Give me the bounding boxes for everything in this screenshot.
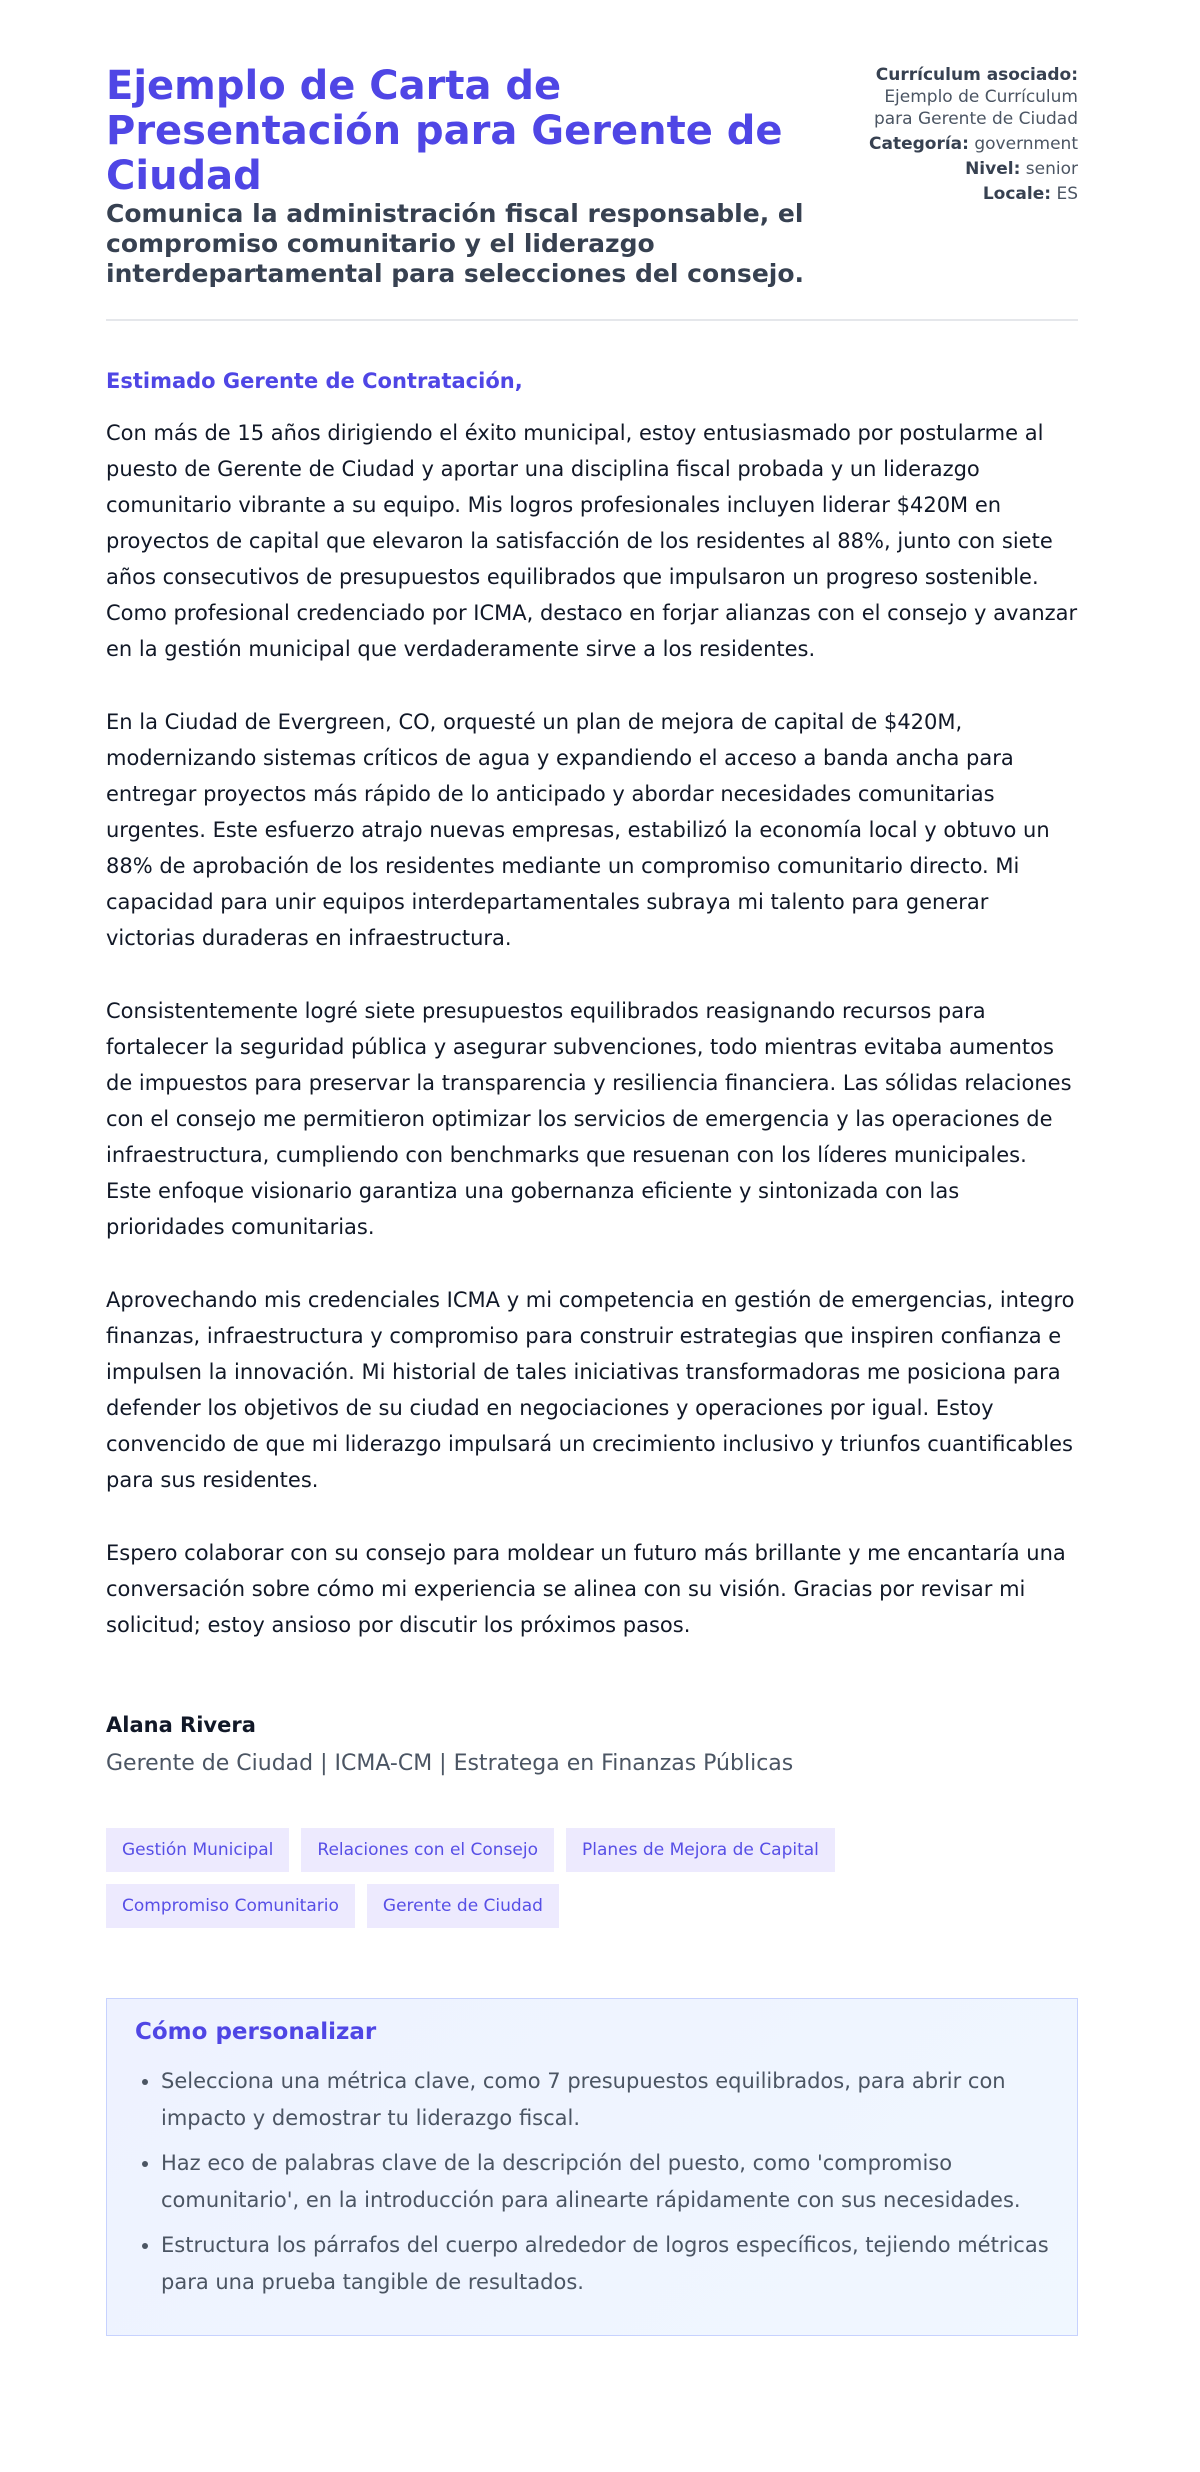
signature xyxy=(106,1713,1078,1776)
tips-title: Cómo personalizar xyxy=(135,2019,377,2045)
tip-item: • Haz eco de palabras clave de la descripción del puesto, como 'compromiso comunitario', en la introducción para alinearte rápidamente con sus necesidades. xyxy=(161,2145,1049,2219)
category-value: government xyxy=(974,134,1078,154)
page-header xyxy=(106,64,1078,289)
tag[interactable]: Gerente de Ciudad xyxy=(367,1884,559,1928)
letter-paragraph: Aprovechando mis credenciales ICMA y mi competencia en gestión de emergencias, integro finanzas, infraestructura y compromiso para construir estrategias que inspiren confianza e impulsen la innovación. Mi historial de tales iniciativas transformadoras me posiciona para defender los objetivos de su ciudad en negociaciones y operaciones por igual. Estoy convencido de que mi liderazgo impulsará un crecimiento inclusivo y triunfos cuantificables para sus residentes. xyxy=(106,1288,1075,1492)
page-title: Ejemplo de Carta de Presentación para Gerente de Ciudad xyxy=(106,63,783,199)
letter-greeting: Estimado Gerente de Contratación, xyxy=(106,369,523,393)
meta-panel xyxy=(858,64,1078,208)
divider xyxy=(106,319,1078,321)
tag-list xyxy=(106,1828,866,1928)
tips-list xyxy=(135,2063,1049,2301)
tip-item: • Selecciona una métrica clave, como 7 presupuestos equilibrados, para abrir con impacto y demostrar tu liderazgo fiscal. xyxy=(161,2063,1049,2137)
page-subtitle: Comunica la administración fiscal responsable, el compromiso comunitario y el liderazgo interdepartamental para selecciones del consejo. xyxy=(106,199,805,288)
cover-letter-page xyxy=(106,64,1078,2336)
signature-name: Alana Rivera xyxy=(106,1713,256,1737)
resume-label: Currículum asociado: xyxy=(875,65,1078,85)
locale-value: ES xyxy=(1056,184,1078,204)
locale-label: Locale: xyxy=(982,184,1052,204)
letter-paragraph: Espero colaborar con su consejo para moldear un futuro más brillante y me encantaría una conversación sobre cómo mi experiencia se alinea con su visión. Gracias por revisar mi solicitud; estoy ansioso por discutir los próximos pasos. xyxy=(106,1541,1066,1637)
letter-paragraph: En la Ciudad de Evergreen, CO, orquesté un plan de mejora de capital de $420M, modernizando sistemas críticos de agua y expandiendo el acceso a banda ancha para entregar proyectos más rápido de lo anticipado y abordar necesidades comunitarias urgentes. Este esfuerzo atrajo nuevas empresas, estabilizó la economía local y obtuvo un 88% de aprobación de los residentes mediante un compromiso comunitario directo. Mi capacidad para unir equipos interdepartamentales subraya mi talento para generar victorias duraderas en infraestructura. xyxy=(106,710,1050,950)
tag[interactable]: Relaciones con el Consejo xyxy=(301,1828,554,1872)
letter-body xyxy=(106,415,1078,1643)
letter-paragraph: Con más de 15 años dirigiendo el éxito municipal, estoy entusiasmado por postularme al puesto de Gerente de Ciudad y aportar una disciplina fiscal probada y un liderazgo comunitario vibrante a su equipo. Mis logros profesionales incluyen liderar $420M en proyectos de capital que elevaron la satisfacción de los residentes al 88%, junto con siete años consecutivos de presupuestos equilibrados que impulsaron un progreso sostenible. Como profesional credenciado por ICMA, destaco en forjar alianzas con el consejo y avanzar en la gestión municipal que verdaderamente sirve a los residentes. xyxy=(106,421,1078,661)
signature-title: Gerente de Ciudad | ICMA-CM | Estratega en Finanzas Públicas xyxy=(106,1751,794,1776)
tag[interactable]: Gestión Municipal xyxy=(106,1828,289,1872)
level-label: Nivel: xyxy=(965,159,1021,179)
letter-paragraph: Consistentemente logré siete presupuestos equilibrados reasignando recursos para fortalecer la seguridad pública y asegurar subvenciones, todo mientras evitaba aumentos de impuestos para preservar la transparencia y resiliencia financiera. Las sólidas relaciones con el consejo me permitieron optimizar los servicios de emergencia y las operaciones de infraestructura, cumpliendo con benchmarks que resuenan con los líderes municipales. Este enfoque visionario garantiza una gobernanza eficiente y sintonizada con las prioridades comunitarias. xyxy=(106,999,1072,1239)
level-value: senior xyxy=(1025,159,1078,179)
customization-tips-box xyxy=(106,1998,1078,2336)
resume-link[interactable]: Ejemplo de Currículum para Gerente de Ciudad xyxy=(873,87,1078,129)
category-label: Categoría: xyxy=(869,134,969,154)
tag[interactable]: Planes de Mejora de Capital xyxy=(566,1828,835,1872)
tag[interactable]: Compromiso Comunitario xyxy=(106,1884,355,1928)
tip-item: • Estructura los párrafos del cuerpo alrededor de logros específicos, tejiendo métricas para una prueba tangible de resultados. xyxy=(161,2227,1049,2301)
